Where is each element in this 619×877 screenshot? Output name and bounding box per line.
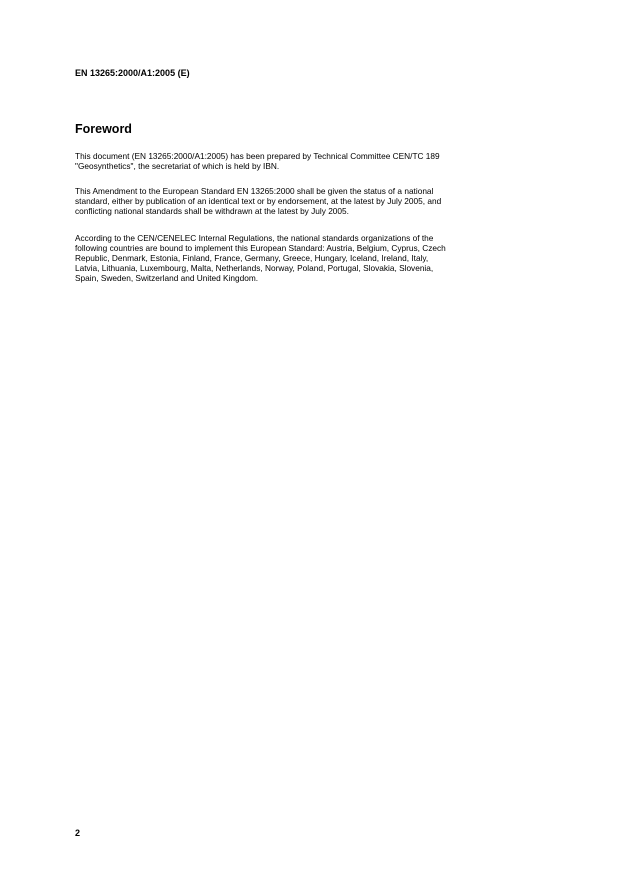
paragraph-line: standard, either by publication of an identical text or by endorsement, at the latest by July 2005, and <box>75 196 442 206</box>
paragraph-line: Republic, Denmark, Estonia, Finland, France, Germany, Greece, Hungary, Iceland, Ireland, Italy, <box>75 253 429 263</box>
paragraph-line: "Geosynthetics", the secretariat of which is held by IBN. <box>75 161 280 171</box>
foreword-paragraph-status <box>75 186 555 216</box>
paragraph-line: According to the CEN/CENELEC Internal Regulations, the national standards organizations of the <box>75 233 434 243</box>
paragraph-line: Latvia, Lithuania, Luxembourg, Malta, Netherlands, Norway, Poland, Portugal, Slovakia, Slovenia, <box>75 263 434 273</box>
foreword-paragraph-countries <box>75 233 555 283</box>
paragraph-line: conflicting national standards shall be withdrawn at the latest by July 2005. <box>75 206 349 216</box>
paragraph-line: This document (EN 13265:2000/A1:2005) has been prepared by Technical Committee CEN/TC 189 <box>75 151 440 161</box>
document-id-header: EN 13265:2000/A1:2005 (E) <box>75 68 190 78</box>
paragraph-line: This Amendment to the European Standard EN 13265:2000 shall be given the status of a national <box>75 186 434 196</box>
foreword-paragraph-committee <box>75 151 555 171</box>
paragraph-line: following countries are bound to implement this European Standard: Austria, Belgium, Cyprus, Czech <box>75 243 446 253</box>
page-number: 2 <box>75 828 81 838</box>
foreword-heading: Foreword <box>75 122 132 136</box>
paragraph-line: Spain, Sweden, Switzerland and United Kingdom. <box>75 273 259 283</box>
